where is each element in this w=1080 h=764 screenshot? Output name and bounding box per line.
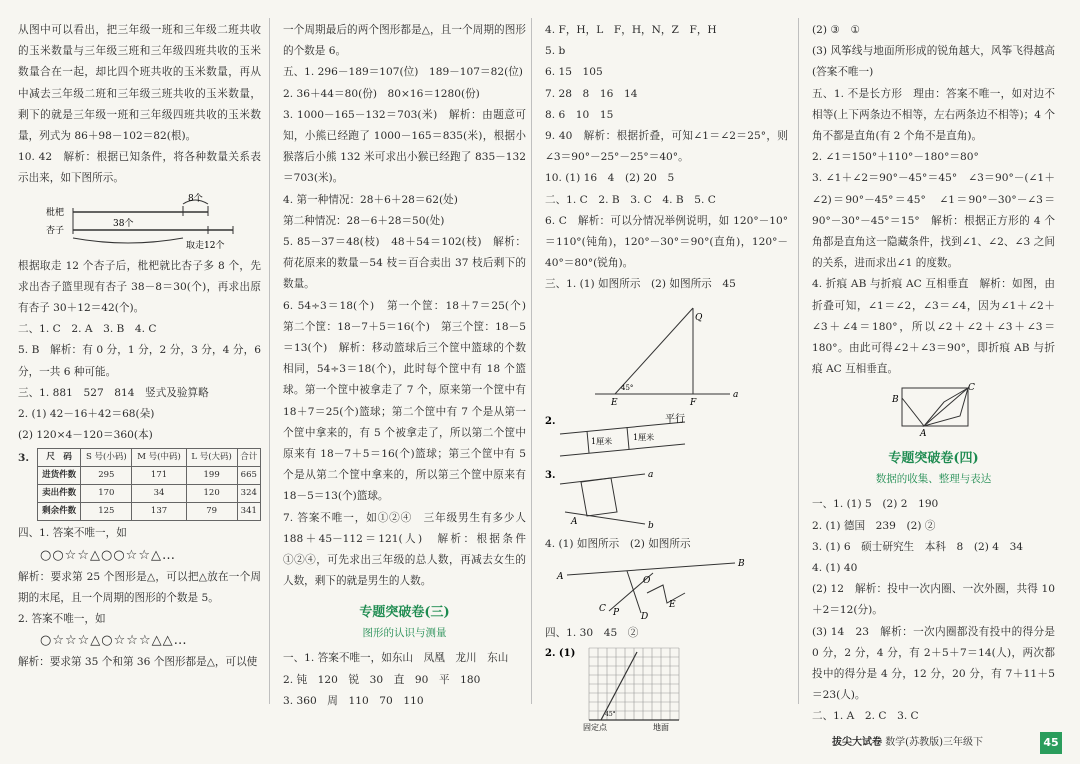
answer-paragraph: 10. (1) 16 4 (2) 20 5: [545, 172, 675, 185]
label-Q: Q: [695, 312, 703, 323]
answer-paragraph: 三、1. (1) 如图所示 (2) 如图所示 45: [545, 278, 736, 291]
question-number: 2.: [545, 415, 556, 427]
answer-paragraph: 3. ∠1＋∠2＝90°－45°＝45° ∠3＝90°－(∠1＋∠2)＝90°－45°＝45° ∠1＝90°－30°－∠3＝90°－30°－45°＝15° 解析：根据正方形的 4 个角都是直角这一隐藏条件，找到∠1、∠2、∠3 之间的关系，进而求出∠1 的度数。: [812, 172, 1055, 270]
answer-paragraph: 2. ∠1＝150°＋110°－180°＝80°: [812, 151, 979, 164]
section-title: 专题突破卷(三): [359, 605, 450, 621]
figure-parallel-svg: [545, 412, 785, 464]
answer-paragraph: 4. F，H，L F，H，N，Z F，H: [545, 24, 717, 36]
answer-paragraph: 2. (1) 42－16＋42＝68(朵): [18, 408, 155, 421]
table-cell: 171: [132, 467, 186, 485]
column-divider: [798, 18, 799, 704]
label-A: A: [920, 429, 927, 439]
distance-mark: [587, 431, 589, 453]
answer-paragraph: 五、1. 296－189＝107(位) 189－107＝82(位): [283, 66, 523, 79]
answer-paragraph: 2. 36＋44＝80(份) 80×16＝1280(份): [283, 87, 480, 100]
answer-paragraph: (2) ③ ①: [812, 24, 860, 36]
section-subtitle: 图形的认识与测量: [362, 627, 447, 640]
table-cell: 进货件数: [38, 467, 81, 485]
answer-paragraph: 6. C 解析：可以分情况举例说明，如 120°－10°＝110°(钝角)，120°－30°＝90°(直角)，120°－40°＝80°(锐角)。: [545, 214, 788, 270]
table-header: S 号(小码): [81, 449, 132, 467]
answer-paragraph: 4. (1) 如图所示 (2) 如图所示: [545, 537, 691, 550]
label-a: a: [733, 389, 739, 400]
book-brand: 拔尖大试卷: [832, 737, 882, 748]
answer-paragraph: 2. 答案不唯一，如: [18, 613, 106, 626]
shape-pattern: ○☆☆☆△○☆☆☆△△…: [40, 633, 188, 649]
answer-paragraph: 二、1. C 2. A 3. B 4. C: [18, 323, 157, 336]
fruit-diagram: [18, 192, 261, 252]
column-divider: [269, 18, 270, 704]
answer-paragraph: 5. B 解析：有 0 分，1 分，2 分，3 分，4 分，6 分，一共 6 种可能。: [18, 344, 261, 378]
answer-paragraph: (3) 风筝线与地面所形成的锐角越大，风筝飞得越高(答案不唯一): [812, 45, 1055, 79]
line-E: [647, 585, 685, 603]
answer-paragraph: 一、1. (1) 5 (2) 2 190: [812, 498, 939, 511]
answer-paragraph: 5. 85－37＝48(枝) 48＋54＝102(枝) 解析：荷花原来的数量－54 枝＝百合卖出 37 枝后剩下的数量。: [283, 236, 526, 291]
column-divider: [531, 18, 532, 704]
table-cell: 卖出件数: [38, 485, 81, 503]
question-number: 3.: [545, 469, 556, 481]
figure-kite-grid-svg: [545, 646, 785, 732]
question-number: 2. (1): [545, 648, 576, 660]
label-A: A: [571, 516, 578, 527]
table-cell: 34: [132, 485, 186, 503]
line-OD: [627, 571, 641, 613]
table-cell: 120: [186, 485, 237, 503]
answer-paragraph: 7. 28 8 16 14: [545, 87, 638, 100]
figure-fold: [812, 382, 1055, 438]
answer-paragraph: 四、1. 答案不唯一，如: [18, 527, 127, 540]
label-ground: 地面: [653, 723, 669, 733]
table-cell: 剩余件数: [38, 503, 81, 521]
label-1cm: 1厘米: [591, 436, 613, 446]
label-B: B: [738, 558, 745, 569]
shape-pattern: ○○☆☆△○○☆☆△…: [40, 547, 176, 563]
answer-paragraph: 解析：要求第 35 个和第 36 个图形都是△，可以使: [18, 656, 258, 669]
brace-38: [73, 238, 183, 243]
answer-paragraph: 7. 答案不唯一，如①②④ 三年级男生有多少人 188＋45－112＝121(人) 解析：根据条件①②④，可先求出三年级的总人数，再减去女生的人数，剩下的就是男生的人数。: [283, 511, 537, 588]
rectangle-shape: [581, 478, 617, 516]
table-header: M 号(中码): [132, 449, 186, 467]
table-cell: 199: [186, 467, 237, 485]
figure-perpendicular: [545, 298, 788, 408]
label-C: C: [599, 603, 606, 614]
figure-perpendicular-svg: [545, 298, 785, 408]
table-cell: 79: [186, 503, 237, 521]
answer-paragraph: (2) 120×4－120＝360(本): [18, 429, 153, 442]
section-title: 专题突破卷(四): [888, 451, 979, 467]
answer-paragraph: 从图中可以看出，把三年级一班和三年级二班共收的玉米数量与三年级三班和三年级四班共收的玉米数量合在一起，却比四个班共收的玉米数量，再从中减去三年级二班和三年级三班共收的玉米数量，剩下的就是三年级一班和三年级四班共收的玉米数量，列式为 86＋98－102＝82(根)。: [18, 24, 261, 143]
table-cell: 295: [81, 467, 132, 485]
table-header: 合计: [237, 449, 260, 467]
table-row: [38, 467, 261, 485]
label-38: 38个: [113, 218, 134, 229]
answer-paragraph: 三、1. 881 527 814 竖式及验算略: [18, 386, 209, 399]
column-2: [283, 20, 537, 712]
answer-paragraph: 3. 360 周 110 70 110: [283, 694, 424, 707]
size-table: [37, 448, 261, 521]
answer-paragraph: 2. 钝 120 锐 30 直 90 平 180: [283, 673, 481, 686]
figure-lines-svg: [545, 557, 785, 619]
label-parallel: 平行: [665, 413, 685, 425]
parallel-line-bottom: [560, 444, 685, 456]
answer-paragraph: 五、1. 不是长方形 理由：答案不唯一，如对边不相等(上下两条边不相等，左右两条边不相等)；4 个角不都是直角(有 2 个角不是直角)。: [812, 87, 1055, 143]
book-subject: 数学(苏教版)三年级下: [885, 737, 983, 748]
figure-lines: [545, 557, 788, 619]
label-A: A: [557, 571, 564, 582]
answer-paragraph: 2. (1) 德国 239 (2) ②: [812, 519, 936, 532]
answer-paragraph: 一个周期最后的两个图形都是△，且一个周期的图形的个数是 6。: [283, 24, 526, 58]
figure-fold-svg: [812, 382, 1052, 438]
column-3: [545, 20, 788, 736]
answer-paragraph: 一、1. 答案不唯一，如东山 凤凰 龙川 东山: [283, 652, 509, 665]
answer-paragraph: (2) 12 解析：投中一次内圈、一次外圈，共得 10＋2＝12(分)。: [812, 583, 1055, 617]
answer-paragraph: 二、1. C 2. B 3. C 4. B 5. C: [545, 193, 716, 206]
label-8: 8个: [188, 193, 203, 204]
answer-paragraph: 9. 40 解析：根据折叠，可知∠1＝∠2＝25°，则∠3＝90°－25°－25°＝40°。: [545, 130, 788, 164]
table-header: 尺 码: [38, 449, 81, 467]
table-row: [38, 503, 261, 521]
label-b: b: [648, 520, 654, 530]
answer-paragraph: 4. 折痕 AB 与折痕 AC 互相垂直 解析：如图，由折叠可知，∠1＝∠2，∠3＝∠4，因为∠1＋∠2＋∠3＋∠4＝180°，所以∠2＋∠2＋∠3＋∠3＝180°。由此可得∠2＋∠3＝90°，即折痕 AB 与折痕 AC 互相垂直。: [812, 278, 1055, 376]
table-row: [38, 485, 261, 503]
figure-parallel: [545, 412, 788, 464]
label-B: B: [892, 395, 899, 406]
answer-paragraph: 5. b: [545, 45, 566, 58]
answer-paragraph: 6. 54÷3＝18(个) 第一个筐：18＋7＝25(个) 第二个筐：18－7＋5＝16(个) 第三个筐：18－5＝13(个) 解析：移动篮球后三个筐中篮球的个数相同，54÷3＝18(个)，此时每个筐中有 18 个篮球。第一个筐中被拿走了 7 个，原来第一个筐中有 18＋7＝25(个)篮球；第二个筐中有 7 个是从第一个筐中拿来的，有 5 个被拿走了，所以第二个筐中原来有 18－7＋5＝16(个)篮球；第三个筐中有 5 个是从第二个筐中拿来的，所以第三个筐中原来有 18－5＝13(个)篮球。: [283, 299, 537, 503]
column-4: [812, 20, 1055, 728]
answer-paragraph: 3. 1000－165－132＝703(米) 解析：由题意可知，小熊已经跑了 1000－165＝835(米)，根据小猴落后小熊 132 米可求出小猴已经跑了 835－132＝703(米)。: [283, 108, 526, 185]
label-fixed-point: 固定点: [583, 723, 607, 733]
line-AB: [567, 563, 735, 575]
table-cell: 125: [81, 503, 132, 521]
label-1cm: 1厘米: [633, 432, 655, 442]
label-apricot: 杏子: [46, 225, 65, 236]
figure-rectangle-svg: [545, 468, 785, 530]
page-number-badge: 45: [1040, 732, 1062, 754]
answer-paragraph: 第二种情况：28－6＋28＝50(处): [283, 214, 445, 227]
answer-paragraph: 4. 第一种情况：28＋6＋28＝62(处): [283, 193, 458, 206]
answer-paragraph: 6. 15 105: [545, 66, 603, 79]
section-subtitle: 数据的收集、整理与表达: [875, 473, 992, 486]
label-remove-12: 取走12个: [186, 240, 225, 251]
label-angle-45: 45°: [621, 383, 634, 392]
column-1: [18, 20, 261, 673]
question-number: 3.: [18, 452, 30, 465]
label-loquat: 枇杷: [46, 207, 65, 218]
answer-paragraph: 二、1. A 2. C 3. C: [812, 710, 919, 723]
table-cell: 170: [81, 485, 132, 503]
table-cell: 341: [237, 503, 260, 521]
figure-kite-grid: [545, 646, 788, 732]
label-O: O: [643, 575, 651, 586]
label-E: E: [611, 397, 618, 408]
answer-paragraph: 四、1. 30 45 ②: [545, 626, 639, 639]
size-table-block: [18, 448, 261, 521]
label-D: D: [641, 611, 649, 619]
label-P: P: [613, 607, 620, 618]
page-footer: [832, 732, 1062, 754]
label-E: E: [669, 599, 676, 610]
line-EQ: [615, 308, 693, 394]
distance-mark: [627, 427, 629, 449]
figure-rectangle: [545, 468, 788, 530]
answer-paragraph: (3) 14 23 解析：一次内圈都没有投中的得分是 0 分，2 分，4 分，有 2＋5＋7＝14(人)，两次都投中的得分是 4 分，12 分，20 分，有 7＋11＋5＝23(人)。: [812, 625, 1055, 702]
label-a: a: [648, 469, 654, 480]
fruit-diagram-svg: [18, 192, 258, 252]
table-cell: 665: [237, 467, 260, 485]
label-C: C: [968, 383, 975, 394]
answer-paragraph: 8. 6 10 15: [545, 108, 614, 121]
answer-paragraph: 3. (1) 6 硕士研究生 本科 8 (2) 4 34: [812, 540, 1024, 553]
label-angle-45: 45°: [605, 711, 616, 719]
table-cell: 137: [132, 503, 186, 521]
table-header: L 号(大码): [186, 449, 237, 467]
label-F: F: [690, 397, 697, 408]
answer-paragraph: 4. (1) 40: [812, 562, 858, 575]
kite-string: [601, 652, 637, 720]
answer-paragraph: 解析：要求第 25 个图形是△，可以把△放在一个周期的末尾，且一个周期的图形的个数是 5。: [18, 570, 261, 604]
answer-paragraph: 根据取走 12 个杏子后，枇杷就比杏子多 8 个，先求出杏子篮里现有杏子 38－8＝30(个)，再求出原有杏子 30＋12＝42(个)。: [18, 259, 261, 315]
table-cell: 324: [237, 485, 260, 503]
answer-paragraph: 10. 42 解析：根据已知条件，将各种数量关系表示出来，如下图所示。: [18, 151, 261, 185]
table-header-row: [38, 449, 261, 467]
